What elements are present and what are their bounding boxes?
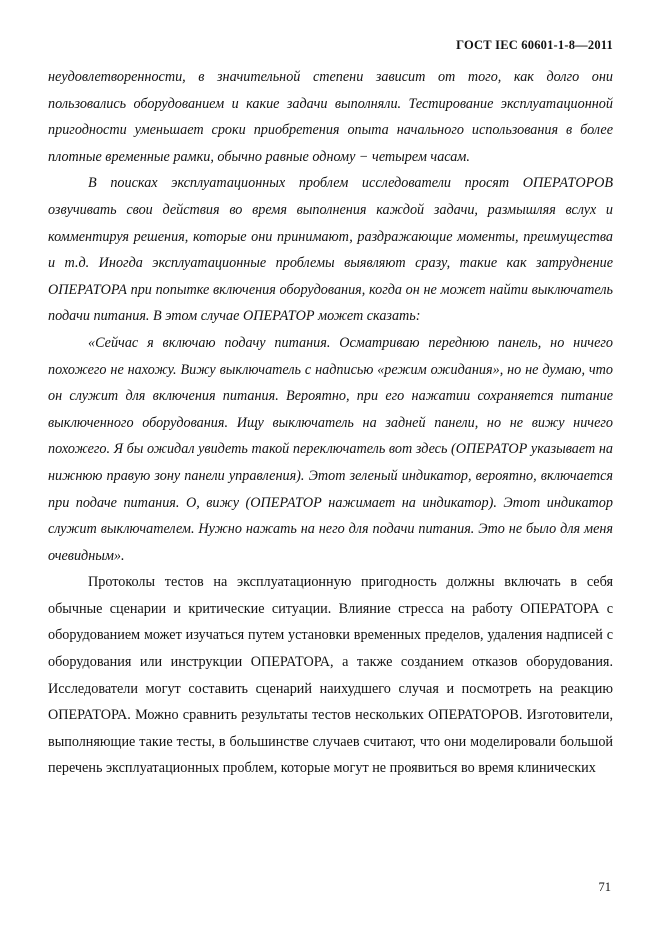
- page-body: [48, 64, 613, 782]
- page-number: 71: [598, 880, 611, 894]
- paragraph-continuation: неудовлетворенности, в значительной степени зависит от того, как долго они пользовались оборудованием и какие задачи выполняли. Тестирование эксплуатационной пригодности уменьшает сроки приобретения опыта начального использования в более плотные временные рамки, обычно равные одному − четырем часам.: [48, 69, 613, 165]
- paragraph-test-protocols: Протоколы тестов на эксплуатационную пригодность должны включать в себя обычные сценарии и критические ситуации. Влияние стресса на работу ОПЕРАТОРА с оборудованием может изучаться путем установки временных пределов, удаления надписей с оборудования или инструкции ОПЕРАТОРА, а также созданием отказов оборудования. Исследователи могут составить сценарий наихудшего случая и посмотреть на реакцию ОПЕРАТОРА. Можно сравнить результаты тестов нескольких ОПЕРАТОРОВ. Изготовители, выполняющие такие тесты, в большинстве случаев считают, что они моделировали большой перечень эксплуатационных проблем, которые могут не проявиться во время клинических: [48, 574, 613, 777]
- paragraph-operator-quote: «Сейчас я включаю подачу питания. Осматриваю переднюю панель, но ничего похожего не нахожу. Вижу выключатель с надписью «режим ожидания», но не думаю, что он служит для включения питания. Вероятно, при его нажатии сохраняется питание выключенного оборудования. Ищу выключатель на задней панели, но не вижу ничего похожего. Я бы ожидал увидеть такой переключатель вот здесь (ОПЕРАТОР указывает на нижнюю правую зону панели управления). Этот зеленый индикатор, вероятно, включается при подаче питания. О, вижу (ОПЕРАТОР нажимает на индикатор). Этот индикатор служит выключателем. Нужно нажать на него для подачи питания. Это не было для меня очевидным».: [48, 334, 613, 564]
- paragraph-think-aloud: В поисках эксплуатационных проблем исследователи просят ОПЕРАТОРОВ озвучивать свои действия во время выполнения каждой задачи, размышляя вслух и комментируя решения, которые они принимают, раздражающие моменты, преимущества и т.д. Иногда эксплуатационные проблемы выявляют сразу, такие как затруднение ОПЕРАТОРА при попытке включения оборудования, когда он не может найти выключатель подачи питания. В этом случае ОПЕРАТОР может сказать:: [48, 175, 613, 325]
- document-header: ГОСТ IEC 60601-1-8—2011: [456, 38, 613, 52]
